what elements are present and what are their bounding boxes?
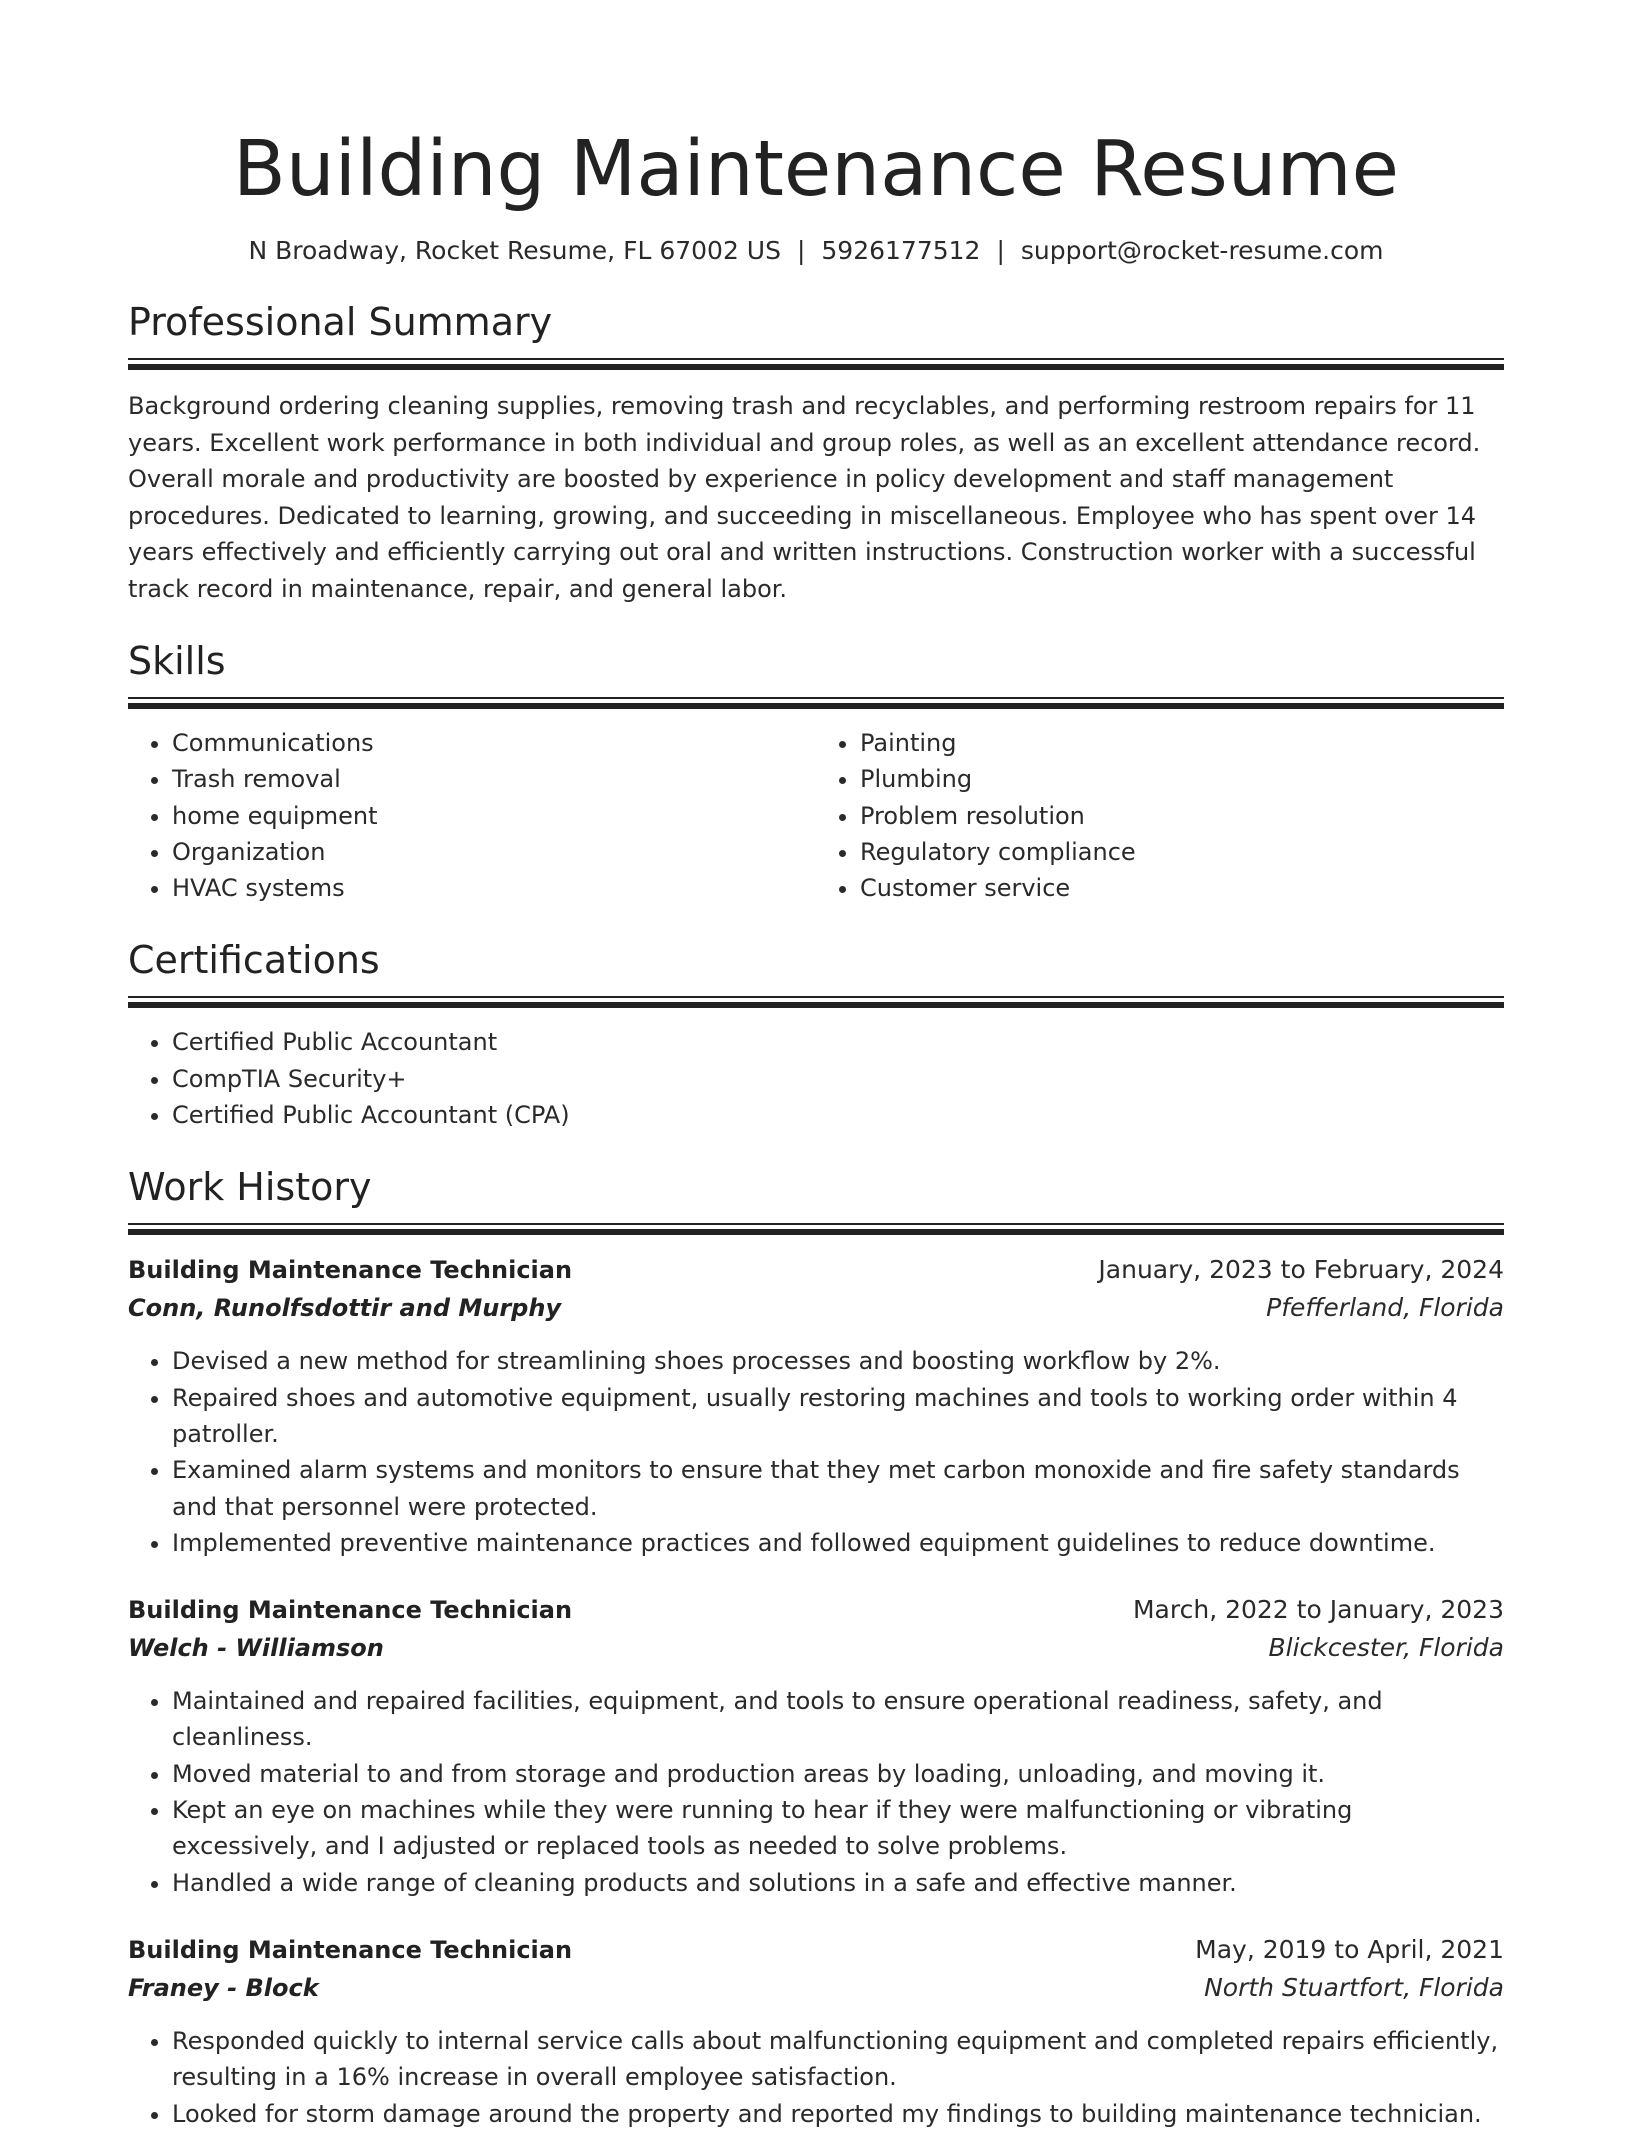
summary-text: Background ordering cleaning supplies, removing trash and recyclables, and performing restroom repairs for 11 years. Excellent work performance in both individual and group roles, as well as an excellent attendance record. Overall morale and productivity are boosted by experience in policy development and staff management procedures. Dedicated to learning, growing, and succeeding in miscellaneous. Employee who has spent over 14 years effectively and efficiently carrying out oral and written instructions. Construction worker with a successful track record in maintenance, repair, and general labor. [128, 392, 1481, 603]
job-bullets [128, 2023, 1504, 2132]
contact-phone: 5926177512 [821, 236, 981, 265]
job-entry [128, 1591, 1504, 1901]
work-history-section [128, 1161, 1504, 2131]
skills-section [128, 635, 1504, 906]
job-entry [128, 1931, 1504, 2132]
section-heading-skills: Skills [128, 639, 226, 683]
job-bullets [128, 1343, 1504, 1561]
skills-grid [128, 725, 1504, 906]
contact-separator: | [796, 236, 806, 265]
job-location: North Stuartfort, Florida [1204, 1972, 1504, 2002]
resume-title: Building Maintenance Resume [233, 125, 1399, 214]
job-dates: May, 2019 to April, 2021 [1195, 1934, 1504, 1964]
job-title: Building Maintenance Technician [128, 1935, 573, 1964]
job-employer-row [128, 1969, 1504, 2007]
job-bullet: • Handled a wide range of cleaning products and solutions in a safe and effective manner. [172, 1865, 1504, 1901]
job-bullet: • Maintained and repaired facilities, equipment, and tools to ensure operational readiness, safety, and cleanliness. [172, 1683, 1504, 1756]
certification-item: • Certified Public Accountant (CPA) [172, 1097, 1504, 1133]
job-header-row [128, 1591, 1504, 1629]
section-heading-certifications: Certifications [128, 938, 380, 983]
job-bullet: • Repaired shoes and automotive equipment, usually restoring machines and tools to working order within 4 patroller. [172, 1380, 1504, 1453]
certification-item: • Certified Public Accountant [172, 1024, 1504, 1060]
certification-item: • CompTIA Security+ [172, 1061, 1504, 1097]
section-divider [128, 996, 1504, 1008]
contact-line [128, 234, 1504, 268]
skill-item: • Customer service [860, 870, 1504, 906]
job-employer-row [128, 1289, 1504, 1327]
section-divider [128, 697, 1504, 709]
certifications-section [128, 934, 1504, 1133]
job-dates: March, 2022 to January, 2023 [1132, 1595, 1504, 1625]
section-heading-summary: Professional Summary [128, 300, 553, 344]
skill-item: • Organization [172, 834, 816, 870]
skills-list-left [128, 725, 816, 906]
job-company: Welch - Williamson [128, 1634, 384, 1663]
job-bullet: • Kept an eye on machines while they were running to hear if they were malfunctioning or vibrating excessively, and I adjusted or replaced tools as needed to solve problems. [172, 1792, 1504, 1865]
job-bullets [128, 1683, 1504, 1901]
skills-list-right [816, 725, 1504, 906]
skill-item: • HVAC systems [172, 870, 816, 906]
section-divider [128, 1223, 1504, 1235]
job-company: Franey - Block [128, 1973, 319, 2002]
job-title: Building Maintenance Technician [128, 1596, 573, 1625]
contact-separator: | [996, 236, 1005, 265]
contact-address: N Broadway, Rocket Resume, FL 67002 US [248, 236, 781, 265]
job-entry [128, 1251, 1504, 1561]
skill-item: • Problem resolution [860, 798, 1504, 834]
job-bullet: • Looked for storm damage around the property and reported my findings to building maintenance technician. [172, 2096, 1504, 2132]
job-header-row [128, 1251, 1504, 1289]
skill-item: • Trash removal [172, 761, 816, 797]
job-location: Pfefferland, Florida [1266, 1293, 1504, 1323]
skill-item: • Communications [172, 725, 816, 761]
job-location: Blickcester, Florida [1268, 1633, 1504, 1663]
job-employer-row [128, 1629, 1504, 1667]
skill-item: • Painting [860, 725, 1504, 761]
job-bullet: • Devised a new method for streamlining shoes processes and boosting workflow by 2%. [172, 1343, 1504, 1379]
contact-email: support@rocket-resume.com [1020, 236, 1384, 265]
job-bullet: • Moved material to and from storage and production areas by loading, unloading, and moving it. [172, 1756, 1504, 1792]
certifications-list [128, 1024, 1504, 1133]
skill-item: • Plumbing [860, 761, 1504, 797]
job-title: Building Maintenance Technician [128, 1256, 573, 1285]
job-bullet: • Implemented preventive maintenance practices and followed equipment guidelines to reduce downtime. [172, 1525, 1504, 1561]
section-divider [128, 358, 1504, 370]
job-header-row [128, 1931, 1504, 1969]
job-bullet: • Responded quickly to internal service calls about malfunctioning equipment and completed repairs efficiently, resulting in a 16% increase in overall employee satisfaction. [172, 2023, 1504, 2096]
section-heading-work-history: Work History [128, 1165, 372, 1210]
skill-item: • Regulatory compliance [860, 834, 1504, 870]
job-company: Conn, Runolfsdottir and Murphy [128, 1294, 562, 1323]
summary-section [128, 296, 1504, 607]
job-dates: January, 2023 to February, 2024 [1098, 1255, 1504, 1285]
skill-item: • home equipment [172, 798, 816, 834]
job-bullet: • Examined alarm systems and monitors to ensure that they met carbon monoxide and fire safety standards and that personnel were protected. [172, 1452, 1504, 1525]
